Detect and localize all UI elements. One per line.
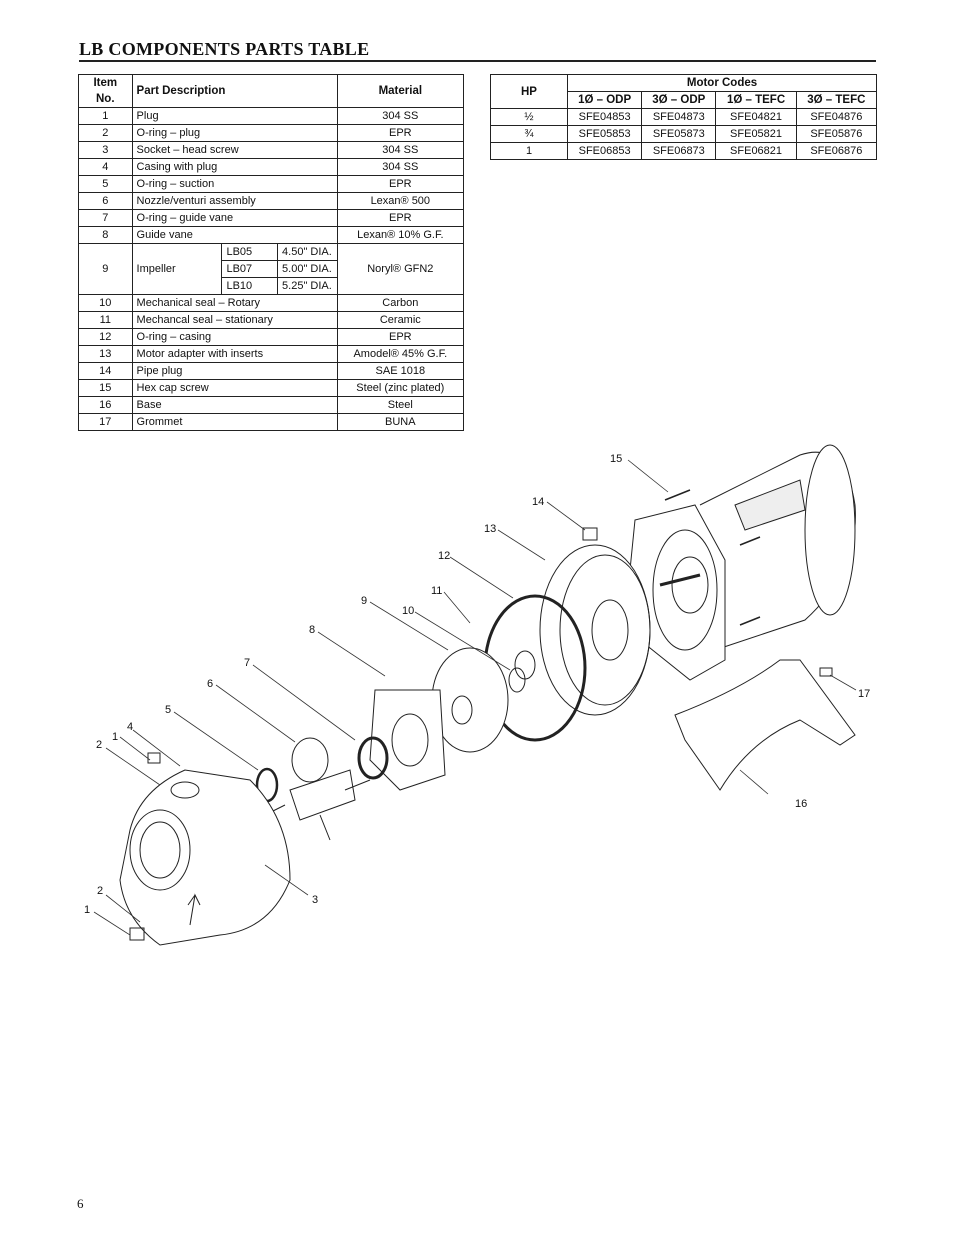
col-header-motor-codes: Motor Codes (568, 75, 877, 92)
description-cell: Motor adapter with inserts (132, 346, 337, 363)
title-rule (79, 60, 876, 62)
motor-code-cell: SFE06873 (642, 143, 716, 160)
motor-code-cell: SFE04853 (568, 109, 642, 126)
table-row (79, 312, 464, 329)
material-cell: Steel (zinc plated) (337, 380, 463, 397)
callout-7: 7 (244, 657, 251, 669)
col-header-1ph-tefc: 1Ø – TEFC (716, 92, 796, 109)
table-row (79, 176, 464, 193)
callout-2-top: 2 (96, 739, 103, 751)
impeller-model-cell: LB10 (222, 278, 278, 295)
motor-code-cell: SFE04873 (642, 109, 716, 126)
page-title: LB COMPONENTS PARTS TABLE (79, 39, 370, 59)
description-cell: Grommet (132, 414, 337, 431)
motor-code-cell: SFE06821 (716, 143, 796, 160)
motor-code-cell: SFE04821 (716, 109, 796, 126)
casing-illustration (120, 770, 290, 945)
plug-top-illustration (148, 753, 160, 763)
impeller-model-cell: LB05 (222, 244, 278, 261)
col-header-item-no: Item No. (79, 75, 133, 108)
impeller-diameter-cell: 5.25" DIA. (278, 278, 338, 295)
material-cell: EPR (337, 176, 463, 193)
plug-illustration (130, 928, 144, 940)
table-row (79, 295, 464, 312)
material-cell: BUNA (337, 414, 463, 431)
col-header-description: Part Description (132, 75, 337, 108)
item-no-cell: 5 (79, 176, 133, 193)
impeller-illustration (432, 648, 508, 752)
item-no-cell: 6 (79, 193, 133, 210)
description-cell: Pipe plug (132, 363, 337, 380)
table-row (491, 109, 877, 126)
table-row (79, 142, 464, 159)
description-cell: Socket – head screw (132, 142, 337, 159)
col-header-3ph-tefc: 3Ø – TEFC (796, 92, 876, 109)
motor-code-cell: SFE05873 (642, 126, 716, 143)
material-cell: Lexan® 500 (337, 193, 463, 210)
callout-16: 16 (795, 798, 808, 810)
motor-code-cell: SFE05821 (716, 126, 796, 143)
item-no-cell: 15 (79, 380, 133, 397)
table-row (79, 329, 464, 346)
impeller-model-cell: LB07 (222, 261, 278, 278)
material-cell: EPR (337, 329, 463, 346)
table-row (79, 108, 464, 125)
material-cell: SAE 1018 (337, 363, 463, 380)
exploded-pump-diagram (0, 430, 954, 970)
col-header-3ph-odp: 3Ø – ODP (642, 92, 716, 109)
motor-code-cell: SFE04876 (796, 109, 876, 126)
impeller-diameter-cell: 4.50" DIA. (278, 244, 338, 261)
table-row (79, 380, 464, 397)
item-no-cell: 9 (79, 244, 133, 295)
item-no-cell: 11 (79, 312, 133, 329)
motor-code-cell: SFE05853 (568, 126, 642, 143)
hp-cell: ¾ (491, 126, 568, 143)
callout-5: 5 (165, 704, 172, 716)
motor-code-cell: SFE06853 (568, 143, 642, 160)
item-no-cell: 12 (79, 329, 133, 346)
nozzle-venturi-illustration (265, 738, 370, 840)
table-row (79, 210, 464, 227)
callout-13: 13 (484, 523, 497, 535)
callout-10: 10 (402, 605, 415, 617)
callout-2-bottom: 2 (97, 885, 104, 897)
item-no-cell: 17 (79, 414, 133, 431)
table-row (79, 227, 464, 244)
callout-4: 4 (127, 721, 134, 733)
callout-14: 14 (532, 496, 545, 508)
callout-3: 3 (312, 894, 319, 906)
motor-illustration (630, 445, 855, 680)
motor-adapter-illustration (540, 545, 650, 715)
item-no-cell: 3 (79, 142, 133, 159)
material-cell: 304 SS (337, 159, 463, 176)
callout-11: 11 (431, 585, 443, 597)
item-no-cell: 10 (79, 295, 133, 312)
description-cell: O-ring – guide vane (132, 210, 337, 227)
description-cell: Base (132, 397, 337, 414)
table-row (79, 397, 464, 414)
description-cell: Impeller (132, 244, 222, 295)
callout-6: 6 (207, 678, 214, 690)
description-cell: Mechanical seal – Rotary (132, 295, 337, 312)
item-no-cell: 7 (79, 210, 133, 227)
callout-8: 8 (309, 624, 316, 636)
material-cell: Carbon (337, 295, 463, 312)
description-cell: Nozzle/venturi assembly (132, 193, 337, 210)
table-row (79, 414, 464, 431)
hp-cell: ½ (491, 109, 568, 126)
table-row (79, 159, 464, 176)
table-row (79, 346, 464, 363)
item-no-cell: 1 (79, 108, 133, 125)
material-cell: Noryl® GFN2 (337, 244, 463, 295)
callout-1-bottom: 1 (84, 904, 91, 916)
material-cell: 304 SS (337, 142, 463, 159)
base-illustration (675, 660, 855, 790)
description-cell: O-ring – plug (132, 125, 337, 142)
table-row (491, 143, 877, 160)
callout-1-top: 1 (112, 731, 119, 743)
hp-cell: 1 (491, 143, 568, 160)
callout-17: 17 (858, 688, 871, 700)
table-row (79, 125, 464, 142)
item-no-cell: 8 (79, 227, 133, 244)
material-cell: EPR (337, 125, 463, 142)
parts-table (78, 74, 464, 431)
description-cell: Mechancal seal – stationary (132, 312, 337, 329)
table-row (79, 244, 464, 261)
callout-9: 9 (361, 595, 368, 607)
material-cell: EPR (337, 210, 463, 227)
material-cell: 304 SS (337, 108, 463, 125)
table-row (491, 126, 877, 143)
item-no-cell: 13 (79, 346, 133, 363)
mechanical-seal-illustration (509, 651, 535, 692)
description-cell: Hex cap screw (132, 380, 337, 397)
motor-code-cell: SFE05876 (796, 126, 876, 143)
col-header-hp: HP (491, 75, 568, 109)
description-cell: Casing with plug (132, 159, 337, 176)
motor-code-cell: SFE06876 (796, 143, 876, 160)
description-cell: O-ring – casing (132, 329, 337, 346)
description-cell: Guide vane (132, 227, 337, 244)
callout-15: 15 (610, 453, 623, 465)
table-row (79, 193, 464, 210)
material-cell: Lexan® 10% G.F. (337, 227, 463, 244)
col-header-material: Material (337, 75, 463, 108)
callout-12: 12 (438, 550, 451, 562)
item-no-cell: 14 (79, 363, 133, 380)
impeller-diameter-cell: 5.00" DIA. (278, 261, 338, 278)
description-cell: Plug (132, 108, 337, 125)
page-number: 6 (77, 1196, 84, 1211)
description-cell: O-ring – suction (132, 176, 337, 193)
material-cell: Ceramic (337, 312, 463, 329)
item-no-cell: 2 (79, 125, 133, 142)
col-header-1ph-odp: 1Ø – ODP (568, 92, 642, 109)
material-cell: Steel (337, 397, 463, 414)
motor-codes-table (490, 74, 877, 160)
item-no-cell: 4 (79, 159, 133, 176)
material-cell: Amodel® 45% G.F. (337, 346, 463, 363)
table-row (79, 363, 464, 380)
item-no-cell: 16 (79, 397, 133, 414)
